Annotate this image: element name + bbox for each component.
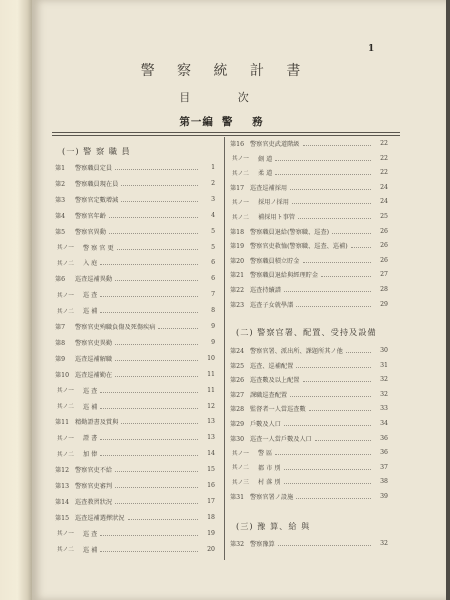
toc-label: 巡查巡補選擇狀況 [75,514,125,522]
toc-row [55,513,215,522]
leader-dots [115,483,198,488]
toc-page-number: 22 [380,154,388,162]
toc-row [230,346,388,355]
toc-label: 巡査巡補勤在 [75,371,113,379]
toc-number: 第2 [55,180,66,188]
leader-dots [303,377,372,382]
toc-page-number: 38 [380,478,388,486]
toc-label: 警察官吏不給 [75,467,113,475]
toc-label: 警察職員退給與經理貯金 [250,272,319,280]
leader-dots [284,287,371,292]
toc-page-number: 5 [211,227,215,235]
toc-label: 精勤證書及賞與 [75,419,119,427]
toc-sub-number: 其ノ一 [57,292,74,299]
toc-number: 第4 [55,212,66,220]
toc-page-number: 24 [380,198,388,206]
toc-sub-number: 其ノ二 [57,547,74,554]
toc-label: 村 落 別 [258,479,281,487]
toc-row [230,154,388,163]
section-heading-offices: (二) 警察官署、配置、受持及設備 [236,327,377,337]
toc-row [230,419,388,428]
toc-row [55,258,215,267]
header-rule-bottom [52,135,400,136]
book-binding [0,0,32,600]
toc-sub-number: 其ノ二 [57,404,74,410]
leader-dots [275,170,371,175]
leader-dots [115,340,198,345]
toc-label: 警察職員定員 [75,165,113,172]
toc-page-number: 32 [380,390,388,398]
leader-dots [115,276,198,281]
toc-page-number: 22 [380,140,388,147]
toc-label: 警察官定數增減 [75,196,119,204]
leader-dots [100,388,198,393]
toc-page-number: 26 [380,227,388,235]
leader-dots [109,229,198,234]
leader-dots [109,213,198,218]
toc-number: 第13 [55,483,70,490]
toc-row [230,227,388,236]
toc-row [230,361,388,370]
toc-row [55,386,215,395]
toc-number: 第21 [230,272,245,280]
toc-label: 巡 補 [83,403,98,411]
toc-label: 警察官吏救恤(警察職、巡查、巡補) [250,243,348,251]
toc-number: 第5 [55,228,66,236]
leader-dots [292,199,371,204]
leader-dots [121,197,198,202]
toc-page-number: 15 [207,466,215,474]
toc-page-number: 28 [380,286,388,293]
toc-number: 第1 [55,165,66,172]
toc-number: 第16 [230,141,245,148]
toc-label: 入 庭 [83,260,98,268]
toc-label: 巡 查 [83,530,98,538]
part-label: 第一編 [179,116,214,128]
toc-label: 巡 查 [83,387,98,395]
leader-dots [275,450,371,455]
toc-sub-number: 其ノ二 [232,465,249,472]
toc-label: 巡 查 [83,292,98,300]
leader-dots [158,324,198,329]
leader-dots [351,243,371,248]
toc-page-number: 24 [380,183,388,191]
toc-label: 巡査巡補異動 [75,276,113,284]
toc-label: 警察官署ノ設施 [250,494,294,501]
toc-row [230,285,388,294]
header-rule-top [52,132,400,133]
leader-dots [346,348,371,353]
leader-dots [290,392,371,397]
toc-row [230,256,388,265]
document-title: 警 察 統 計 書 [140,63,310,79]
toc-page-number: 20 [207,545,215,553]
toc-page-number: 8 [211,307,215,315]
toc-row [55,545,215,554]
toc-number: 第10 [55,371,70,379]
toc-page-number: 12 [207,402,215,410]
toc-page-number: 11 [207,386,215,394]
toc-page-number: 19 [207,529,215,537]
toc-row [55,322,215,331]
toc-label: 警察官吏審判 [75,483,113,490]
toc-number: 第17 [230,184,245,192]
leader-dots [278,541,371,546]
leader-dots [100,531,198,536]
leader-dots [121,419,198,424]
toc-number: 第18 [230,228,245,236]
toc-row [55,402,215,411]
toc-label: 都 市 別 [258,464,281,472]
leader-dots [275,156,371,161]
toc-row [55,274,215,283]
toc-row [55,529,215,538]
leader-dots [284,465,372,470]
toc-row [230,492,388,501]
toc-number: 第9 [55,355,66,363]
section-heading-staff: (一) 警 察 職 員 [62,146,131,156]
toc-number: 第20 [230,257,245,265]
toc-number: 第12 [55,467,70,475]
toc-number: 第14 [55,498,70,506]
toc-sub-number: 其ノ一 [232,199,249,206]
toc-number: 第8 [55,339,66,347]
toc-page-number: 11 [207,370,215,378]
toc-row [230,434,388,443]
toc-page-number: 33 [380,405,388,413]
toc-row [55,370,215,379]
toc-label: 監督者一人當巡查數 [250,406,306,414]
toc-page-number: 26 [380,256,388,264]
leader-dots [296,302,371,307]
leader-dots [332,229,371,234]
toc-number: 第19 [230,243,245,251]
toc-sub-number: 其ノ一 [57,531,74,538]
toc-page-number: 6 [211,275,215,283]
leader-dots [115,356,198,361]
toc-number: 第29 [230,421,245,428]
leader-dots [296,363,371,368]
toc-page-number: 13 [207,434,215,442]
part-name: 警 務 [221,116,271,128]
toc-page-number: 25 [380,213,388,220]
toc-row [55,290,215,299]
toc-label: 加 俸 [83,451,98,459]
toc-sub-number: 其ノ一 [232,156,249,163]
toc-label: 採用ノ採用 [258,199,289,207]
toc-row [230,477,388,486]
toc-page-number: 18 [207,513,215,521]
toc-page-number: 5 [211,243,215,251]
toc-page-number: 17 [207,497,215,505]
toc-label: 警察官吏殉職負傷及死傷疾病 [75,324,156,331]
column-divider [224,137,225,560]
toc-row [230,168,388,177]
toc-label: 課職巡查配置 [250,391,288,399]
toc-page-number: 3 [211,195,215,203]
toc-page-number: 39 [380,493,388,500]
leader-dots [296,494,371,499]
toc-sub-number: 其ノ二 [57,308,74,315]
toc-label: 巡 補 [83,546,98,554]
leader-dots [100,260,198,265]
toc-sub-number: 其ノ二 [57,260,74,267]
leader-dots [303,141,372,146]
toc-label: 巡查數及以上配置 [250,377,300,385]
toc-row [55,481,215,490]
toc-number: 第30 [230,435,245,443]
toc-sub-number: 其ノ一 [57,245,74,251]
toc-number: 第23 [230,301,245,309]
toc-page-number: 7 [211,291,215,299]
toc-label: 警察官吏武道階級 [250,141,300,148]
toc-row [230,241,388,250]
leader-dots [315,436,371,441]
toc-sub-number: 其ノ一 [57,388,74,395]
toc-row [230,404,388,413]
toc-page-number: 2 [211,179,215,187]
toc-label: 巡查持續譜 [250,287,281,294]
toc-row [55,243,215,252]
toc-number: 第22 [230,287,245,294]
toc-page-number: 22 [380,169,388,177]
toc-number: 第7 [55,324,66,331]
leader-dots [115,165,198,170]
leader-dots [100,451,198,456]
toc-label: 警察官吏異勤 [75,339,113,347]
leader-dots [121,181,198,186]
toc-sub-number: 其ノ一 [57,435,74,442]
toc-row [230,300,388,309]
toc-page-number: 34 [380,420,388,427]
toc-page-number: 27 [380,271,388,279]
toc-label: 劍 道 [258,155,273,163]
toc-label: 警察官署、派出所、課題所其ノ他 [250,348,343,355]
toc-heading: 目 次 [179,91,271,104]
toc-number: 第31 [230,494,245,501]
leader-dots [303,258,372,263]
toc-row [55,163,215,172]
leader-dots [100,292,198,297]
toc-sub-number: 其ノ二 [57,451,74,458]
toc-page-number: 9 [211,323,215,330]
toc-row [230,212,388,221]
toc-label: 巡查一人當戶數及人口 [250,435,312,443]
leader-dots [321,272,371,277]
toc-label: 警 察 官 更 [83,244,114,252]
toc-number: 第32 [230,541,245,548]
toc-page-number: 9 [211,338,215,346]
leader-dots [298,214,371,219]
toc-page-number: 31 [380,361,388,369]
toc-row [55,417,215,426]
leader-dots [117,245,198,250]
page-edge-shadow [446,0,450,600]
toc-row [55,306,215,315]
toc-label: 巡查教習狀況 [75,498,113,506]
toc-page-number: 30 [380,347,388,354]
leader-dots [128,515,199,520]
leader-dots [100,547,198,552]
toc-label: 警察官異動 [75,228,106,236]
toc-sub-number: 其ノ三 [232,479,249,486]
toc-label: 巡査巡補解職 [75,355,113,363]
toc-number: 第28 [230,406,245,414]
leader-dots [290,185,371,190]
toc-page-number: 1 [211,164,215,171]
toc-page-number: 36 [380,434,388,442]
toc-label: 巡查巡補採用 [250,184,288,192]
leader-dots [309,406,371,411]
toc-number: 第27 [230,391,245,399]
leader-dots [115,467,198,472]
toc-row [55,449,215,458]
leader-dots [100,404,198,409]
toc-number: 第26 [230,377,245,385]
toc-page-number: 4 [211,211,215,219]
toc-page-number: 29 [380,300,388,308]
toc-page-number: 32 [380,540,388,547]
toc-row [55,465,215,474]
toc-page-number: 16 [207,482,215,489]
leader-dots [115,372,198,377]
toc-label: 巡查、巡補配置 [250,362,294,370]
toc-page-number: 32 [380,376,388,384]
leader-dots [100,435,198,440]
toc-page-number: 26 [380,242,388,250]
toc-row [230,183,388,192]
toc-page-number: 36 [380,449,388,457]
toc-row [55,195,215,204]
toc-label: 警察官年齡 [75,212,106,220]
toc-label: 證 書 [83,435,98,443]
toc-sub-number: 其ノ二 [232,214,249,221]
toc-page-number: 37 [380,463,388,471]
section-heading-budget: (三) 豫 算、給 與 [236,521,311,531]
toc-page-number: 14 [207,450,215,458]
leader-dots [284,479,372,484]
page-number: 1 [368,44,375,54]
toc-row [230,539,388,548]
toc-label: 巡查子女就學譜 [250,301,294,309]
toc-label: 警 區 [258,450,273,458]
leader-dots [100,308,198,313]
toc-row [55,433,215,442]
toc-label: 警察職員現在員 [75,180,119,188]
toc-number: 第3 [55,196,66,204]
toc-sub-number: 其ノ二 [232,170,249,177]
toc-page-number: 10 [207,354,215,362]
leader-dots [284,421,371,426]
toc-row [230,463,388,472]
toc-sub-number: 其ノ一 [232,450,249,457]
toc-row [55,211,215,220]
toc-label: 警察職員退給(警察職、巡查) [250,228,330,236]
toc-page-number: 6 [211,259,215,267]
toc-row [55,338,215,347]
toc-row [230,390,388,399]
toc-number: 第11 [55,419,70,427]
toc-label: 巡 補 [83,308,98,316]
toc-row [230,139,388,148]
toc-number: 第6 [55,276,66,284]
toc-number: 第15 [55,514,70,522]
toc-page-number: 13 [207,418,215,426]
toc-label: 柔 道 [258,170,273,178]
toc-number: 第24 [230,348,245,355]
toc-label: 警察豫算 [250,541,275,548]
toc-label: 警察職員積立貯金 [250,257,300,265]
toc-row [55,179,215,188]
toc-row [230,448,388,457]
toc-label: 補採用ト事管 [258,214,296,221]
toc-number: 第25 [230,362,245,370]
toc-row [55,227,215,236]
toc-row [55,497,215,506]
toc-row [230,270,388,279]
toc-label: 戶數及人口 [250,421,281,428]
toc-row [55,354,215,363]
leader-dots [115,499,198,504]
part-heading [60,114,390,129]
toc-row [230,197,388,206]
toc-row [230,375,388,384]
